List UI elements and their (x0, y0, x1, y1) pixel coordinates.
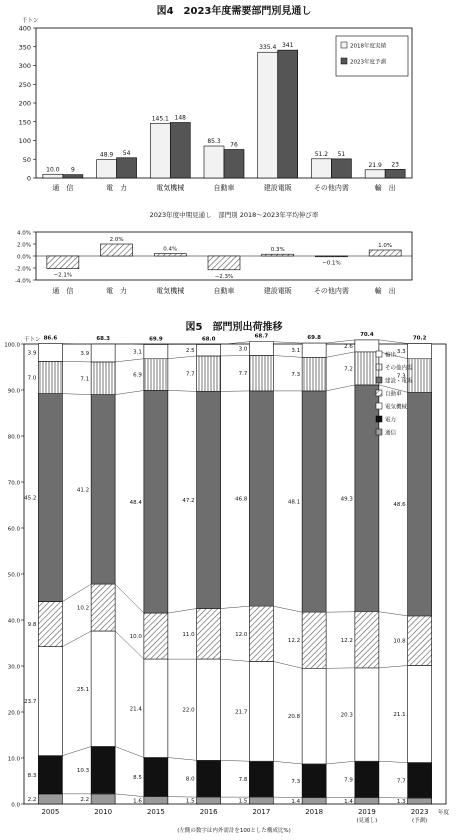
chart-2-ytick-label: 0.0% (17, 254, 31, 261)
chart-3-segment (91, 747, 115, 794)
chart-3-segment-label: 7.7 (238, 371, 248, 378)
chart-3-segment (91, 584, 115, 631)
chart-3-category-label: 2015 (146, 808, 165, 816)
chart-1-ytick-label: 0 (26, 174, 31, 183)
chart-1 (19, 4, 412, 192)
chart-1-bar (63, 175, 83, 178)
chart-3-total-label: 69.8 (307, 335, 321, 342)
chart-3-segment-label: 8.3 (27, 772, 37, 779)
chart-3-segment (408, 763, 432, 798)
chart-3-legend-label: 通信 (385, 430, 397, 437)
chart-3-segment-label: 7.3 (291, 372, 301, 379)
chart-3-segment-label: 2.5 (185, 348, 195, 355)
chart-3-segment-label: 1.5 (238, 798, 248, 805)
chart-3-segment (408, 359, 432, 393)
chart-1-legend-swatch (341, 42, 347, 48)
chart-3-ytick-label: 10.0 (7, 756, 20, 763)
chart-3-segment (249, 661, 273, 761)
chart-1-category-label: 通 信 (52, 184, 74, 192)
chart-3-segment (197, 356, 221, 391)
chart-3-legend-swatch (376, 377, 382, 383)
chart-3-segment (144, 359, 168, 391)
chart-1-bar (43, 174, 63, 178)
chart-1-bar (258, 52, 278, 178)
chart-3-segment (38, 794, 62, 804)
chart-2-category-label: 自動車 (213, 287, 235, 295)
chart-3-segment-label: 22.0 (182, 707, 195, 714)
chart-2-bar (208, 256, 240, 270)
chart-3-ytick-label: 60.0 (7, 526, 20, 533)
chart-3-title: 図5 部門別出荷推移 (185, 322, 283, 333)
chart-3-segment-label: 21.7 (235, 709, 248, 716)
chart-2-ytick-label: 2.0% (17, 242, 31, 249)
chart-3-segment-label: 7.3 (396, 373, 406, 380)
chart-3-segment-label: 3.3 (396, 349, 406, 356)
chart-3-segment-label: 46.8 (235, 496, 248, 503)
chart-2-bar (154, 254, 186, 256)
chart-1-data-label: 335.4 (259, 44, 277, 52)
chart-3-segment (355, 798, 379, 804)
chart-2-data-label: 0.4% (163, 246, 178, 253)
chart-1-bar (117, 158, 137, 178)
chart-2-ytick-label: -4.0% (15, 278, 31, 285)
chart-3-legend-label: 建設・電販 (385, 378, 413, 385)
chart-3-segment (91, 794, 115, 804)
chart-3-category-sublabel: (予測) (411, 818, 428, 824)
chart-1-legend-label: 2023年度予測 (350, 59, 386, 66)
chart-3-segment-label: 3.1 (133, 349, 142, 356)
chart-3-segment (249, 761, 273, 797)
chart-2-ytick-label: -2.0% (15, 266, 31, 273)
chart-3-segment-label: 2.2 (27, 796, 37, 803)
chart-1-ytick-label: 400 (18, 24, 31, 33)
chart-1-bar (385, 169, 405, 178)
chart-3-segment (144, 613, 168, 659)
chart-2-category-label: 通 信 (52, 287, 74, 295)
chart-3-segment-label: 10.2 (76, 605, 90, 612)
chart-1-bar (170, 123, 190, 179)
chart-3-category-label: 2016 (199, 808, 218, 816)
chart-3-segment (249, 356, 273, 391)
chart-2-category-label: 電 力 (106, 287, 128, 295)
chart-3-segment-label: 49.3 (340, 496, 353, 503)
chart-3-segment (197, 659, 221, 760)
chart-3-segment (355, 340, 379, 352)
chart-3-segment-label: 23.7 (24, 699, 37, 706)
chart-2-category-label: 建設電販 (263, 287, 292, 295)
chart-1-ytick-label: 250 (18, 80, 31, 89)
chart-3-segment (38, 647, 62, 756)
chart-3-ytick-label: 30.0 (7, 664, 20, 671)
chart-3-segment-label: 8.0 (185, 776, 195, 783)
chart-3-segment-label: 8.5 (133, 775, 142, 782)
chart-3-segment (91, 395, 115, 585)
chart-3-legend-label: 電気機械 (385, 404, 408, 411)
chart-1-legend-label: 2018年度実績 (350, 43, 386, 50)
chart-3-legend-swatch (376, 403, 382, 409)
chart-3-segment-label: 11.0 (182, 631, 195, 638)
chart-3-segment-label: 20.8 (287, 714, 301, 721)
chart-3-segment (144, 390, 168, 613)
chart-3-segment-label: 7.7 (185, 371, 195, 378)
chart-1-legend (336, 36, 408, 76)
chart-3-legend-label: 電力 (385, 417, 397, 424)
chart-3-segment-label: 1.4 (291, 798, 301, 805)
chart-3-segment-label: 21.1 (393, 712, 406, 719)
chart-3-total-label: 68.3 (96, 336, 110, 342)
chart-2-ytick-label: 4.0% (17, 230, 31, 237)
chart-3-legend-swatch (376, 364, 382, 370)
chart-3-segment (355, 385, 379, 612)
chart-3-segment-label: 48.4 (129, 499, 142, 506)
chart-1-bar (97, 160, 117, 178)
chart-3-segment-label: 7.3 (291, 778, 301, 785)
chart-1-bar (311, 159, 331, 178)
chart-3-segment (408, 392, 432, 616)
chart-1-category-label: 電 力 (106, 184, 128, 192)
chart-2 (15, 210, 412, 295)
chart-3-segment (91, 344, 115, 362)
chart-3-segment (302, 391, 326, 612)
chart-2-category-label: 電気機械 (156, 287, 185, 295)
chart-3-segment-label: 21.4 (129, 706, 142, 713)
chart-3-segment (144, 659, 168, 757)
chart-1-bar (204, 146, 224, 178)
chart-3-segment (38, 756, 62, 794)
chart-3-segment (249, 391, 273, 606)
chart-3-segment-label: 3.0 (238, 346, 248, 353)
chart-3-segment (302, 798, 326, 804)
chart-1-bar (331, 159, 351, 178)
chart-3-segment-label: 48.6 (393, 502, 406, 509)
chart-3-category-label: 2019 (357, 808, 376, 816)
chart-3-category-label: 2005 (41, 808, 60, 816)
chart-1-data-label: 21.9 (368, 161, 382, 169)
chart-3-total-label: 69.9 (149, 336, 163, 343)
chart-3-segment-label: 25.1 (76, 686, 90, 693)
chart-3-ytick-label: 40.0 (7, 618, 20, 625)
chart-3-segment-label: 2.2 (80, 796, 90, 803)
chart-2-category-label: 輸 出 (374, 287, 396, 295)
chart-3-legend-label: 輸出 (385, 352, 397, 359)
chart-3-segment-label: 12.2 (287, 638, 301, 645)
chart-1-ytick-label: 50 (22, 155, 31, 164)
chart-3-segment (249, 797, 273, 804)
chart-3-segment (355, 668, 379, 761)
chart-1-category-label: その他内需 (313, 184, 349, 192)
chart-3-segment-label: 12.0 (235, 631, 248, 638)
chart-2-data-label: −2.3% (214, 273, 234, 280)
chart-3-segment (302, 343, 326, 357)
chart-3-segment-label: 3.9 (27, 350, 37, 357)
chart-3-segment-label: 1.5 (185, 798, 195, 805)
chart-3-segment (249, 606, 273, 661)
chart-3-segment (144, 344, 168, 358)
chart-3-ytick-label: 50.0 (7, 572, 20, 579)
chart-1-data-label: 341 (281, 42, 294, 50)
chart-3-legend-swatch (376, 416, 382, 422)
chart-2-bar (262, 254, 294, 256)
chart-3-segment-label: 12.2 (340, 637, 353, 644)
chart-3-segment (197, 760, 221, 797)
chart-2-bar (315, 256, 347, 257)
chart-1-data-label: 10.0 (46, 166, 60, 174)
chart-3-segment-label: 45.2 (24, 495, 37, 502)
chart-3-segment (408, 798, 432, 804)
chart-1-data-label: 9 (70, 166, 75, 174)
chart-3-segment (302, 357, 326, 391)
chart-2-data-label: 1.0% (378, 243, 393, 249)
chart-1-legend-swatch (341, 58, 347, 64)
chart-3-segment (144, 758, 168, 797)
chart-3-segment (197, 344, 221, 356)
chart-3-segment-label: 6.9 (133, 372, 142, 379)
chart-3-segment (38, 361, 62, 393)
chart-3-segment-label: 48.1 (287, 499, 301, 506)
chart-3-segment-label: 47.2 (182, 497, 195, 504)
chart-1-data-label: 54 (122, 149, 131, 157)
chart-1-data-label: 51 (337, 150, 346, 158)
chart-3-segment-label: 7.7 (396, 778, 406, 785)
chart-3 (4, 320, 449, 834)
chart-1-data-label: 85.3 (207, 138, 221, 146)
chart-1-ylabel: 千トン (22, 18, 39, 24)
chart-1-title: 図4 2023年度需要部門別見通し (156, 6, 312, 17)
chart-2-bar (369, 250, 401, 256)
chart-1-data-label: 48.9 (99, 151, 114, 159)
chart-1-bar (365, 170, 385, 178)
chart-1-ytick-label: 350 (18, 43, 31, 52)
chart-3-segment (408, 616, 432, 666)
chart-3-category-sublabel: (見通し) (356, 818, 378, 824)
chart-3-segment (38, 394, 62, 602)
chart-3-total-label: 70.2 (412, 335, 427, 342)
chart-1-category-label: 電気機械 (156, 184, 185, 192)
chart-3-segment-label: 41.2 (76, 487, 90, 494)
chart-2-title: 2023年度中期見通し 部門別 2018～2023年平均伸び率 (149, 211, 319, 219)
chart-1-bar (150, 124, 170, 178)
chart-3-segment-label: 20.3 (340, 712, 353, 719)
chart-3-segment (197, 391, 221, 608)
chart-3-segment (302, 764, 326, 798)
chart-3-segment-label: 7.8 (238, 777, 248, 784)
chart-2-data-label: −0.1% (322, 260, 341, 267)
chart-1-category-label: 自動車 (213, 184, 235, 192)
chart-1-data-label: 145.1 (151, 115, 169, 123)
chart-3-category-label: 2010 (94, 808, 113, 816)
chart-3-category-label: 2017 (252, 808, 271, 816)
chart-3-segment-label: 2.6 (344, 343, 353, 350)
chart-3-ytick-label: 80.0 (7, 434, 20, 441)
chart-3-plot-frame (24, 344, 446, 804)
chart-3-category-label: 2018 (305, 808, 324, 816)
chart-3-segment (408, 344, 432, 359)
chart-3-segment-label: 1.3 (396, 799, 406, 806)
chart-3-legend-swatch (376, 390, 382, 396)
chart-3-legend-swatch (376, 429, 382, 435)
chart-1-bar (224, 150, 244, 179)
chart-3-total-label: 70.4 (360, 331, 374, 338)
chart-3-ytick-label: 70.0 (7, 480, 20, 487)
chart-3-segment (408, 666, 432, 763)
chart-3-segment (91, 631, 115, 746)
chart-1-ytick-label: 300 (18, 62, 31, 70)
chart-3-segment-label: 7.2 (344, 366, 353, 373)
chart-1-ytick-label: 200 (18, 99, 31, 108)
chart-3-ytick-label: 90.0 (7, 388, 20, 395)
chart-3-segment (144, 797, 168, 804)
chart-1-category-label: 輸 出 (374, 184, 396, 192)
chart-3-ytick-label: 20.0 (7, 710, 20, 717)
chart-3-legend-swatch (376, 351, 382, 357)
chart-1-data-label: 148 (174, 114, 187, 122)
chart-3-segment-label: 9.8 (27, 622, 37, 629)
chart-3-segment (38, 602, 62, 647)
chart-3-segment (91, 362, 115, 395)
chart-3-ytick-label: 100.0 (4, 342, 20, 349)
chart-2-data-label: 2.0% (109, 237, 124, 243)
chart-3-segment-label: 10.3 (76, 768, 90, 775)
chart-1-bar (278, 50, 298, 178)
chart-3-segment-label: 7.9 (344, 777, 353, 784)
chart-1-data-label: 51.2 (314, 150, 329, 158)
chart-3-segment (197, 609, 221, 660)
chart-2-data-label: 0.3% (270, 247, 285, 254)
chart-1-ytick-label: 150 (18, 118, 31, 127)
chart-3-total-label: 68.7 (254, 333, 269, 340)
chart-1-ytick-label: 100 (18, 137, 31, 145)
chart-3-legend-label: 自動車 (385, 391, 402, 398)
chart-2-bar (47, 256, 79, 269)
chart-2-category-label: その他内需 (313, 287, 349, 295)
chart-3-segment (302, 612, 326, 668)
chart-3-total-label: 86.6 (43, 335, 58, 342)
chart-3-segment-label: 10.0 (129, 634, 142, 641)
chart-3-segment (197, 797, 221, 804)
chart-3-segment-label: 7.0 (27, 375, 37, 382)
chart-3-footnote: (左側の数字は内外需計を100とした構成比%) (177, 828, 291, 834)
chart-3-total-label: 68.0 (201, 336, 216, 343)
chart-1-category-label: 建設電販 (263, 184, 292, 192)
chart-3-segment-label: 3.9 (80, 350, 90, 357)
chart-3-segment (355, 352, 379, 385)
chart-3-segment-label: 1.4 (344, 798, 353, 805)
chart-3-segment (302, 668, 326, 764)
chart-3-segment (355, 761, 379, 797)
chart-3-ylabel: 千トン (24, 337, 41, 343)
chart-3-xlabel: 年度 (438, 810, 450, 816)
chart-2-data-label: −2.1% (53, 272, 73, 279)
chart-3-segment-label: 3.1 (291, 348, 301, 355)
chart-1-data-label: 23 (391, 161, 399, 169)
chart-3-segment-label: 10.8 (393, 638, 406, 645)
chart-3-legend-label: その他内需 (385, 365, 413, 372)
chart-2-bar (101, 244, 133, 256)
chart-3-segment-label: 7.1 (80, 376, 90, 383)
chart-3-category-label: 2023 (410, 808, 429, 816)
chart-3-ytick-label: 0.0 (11, 802, 20, 809)
chart-3-segment (249, 342, 273, 356)
chart-1-data-label: 76 (230, 141, 238, 149)
chart-3-segment (38, 344, 62, 362)
chart-3-segment-label: 1.6 (133, 798, 142, 805)
chart-3-segment (355, 612, 379, 668)
